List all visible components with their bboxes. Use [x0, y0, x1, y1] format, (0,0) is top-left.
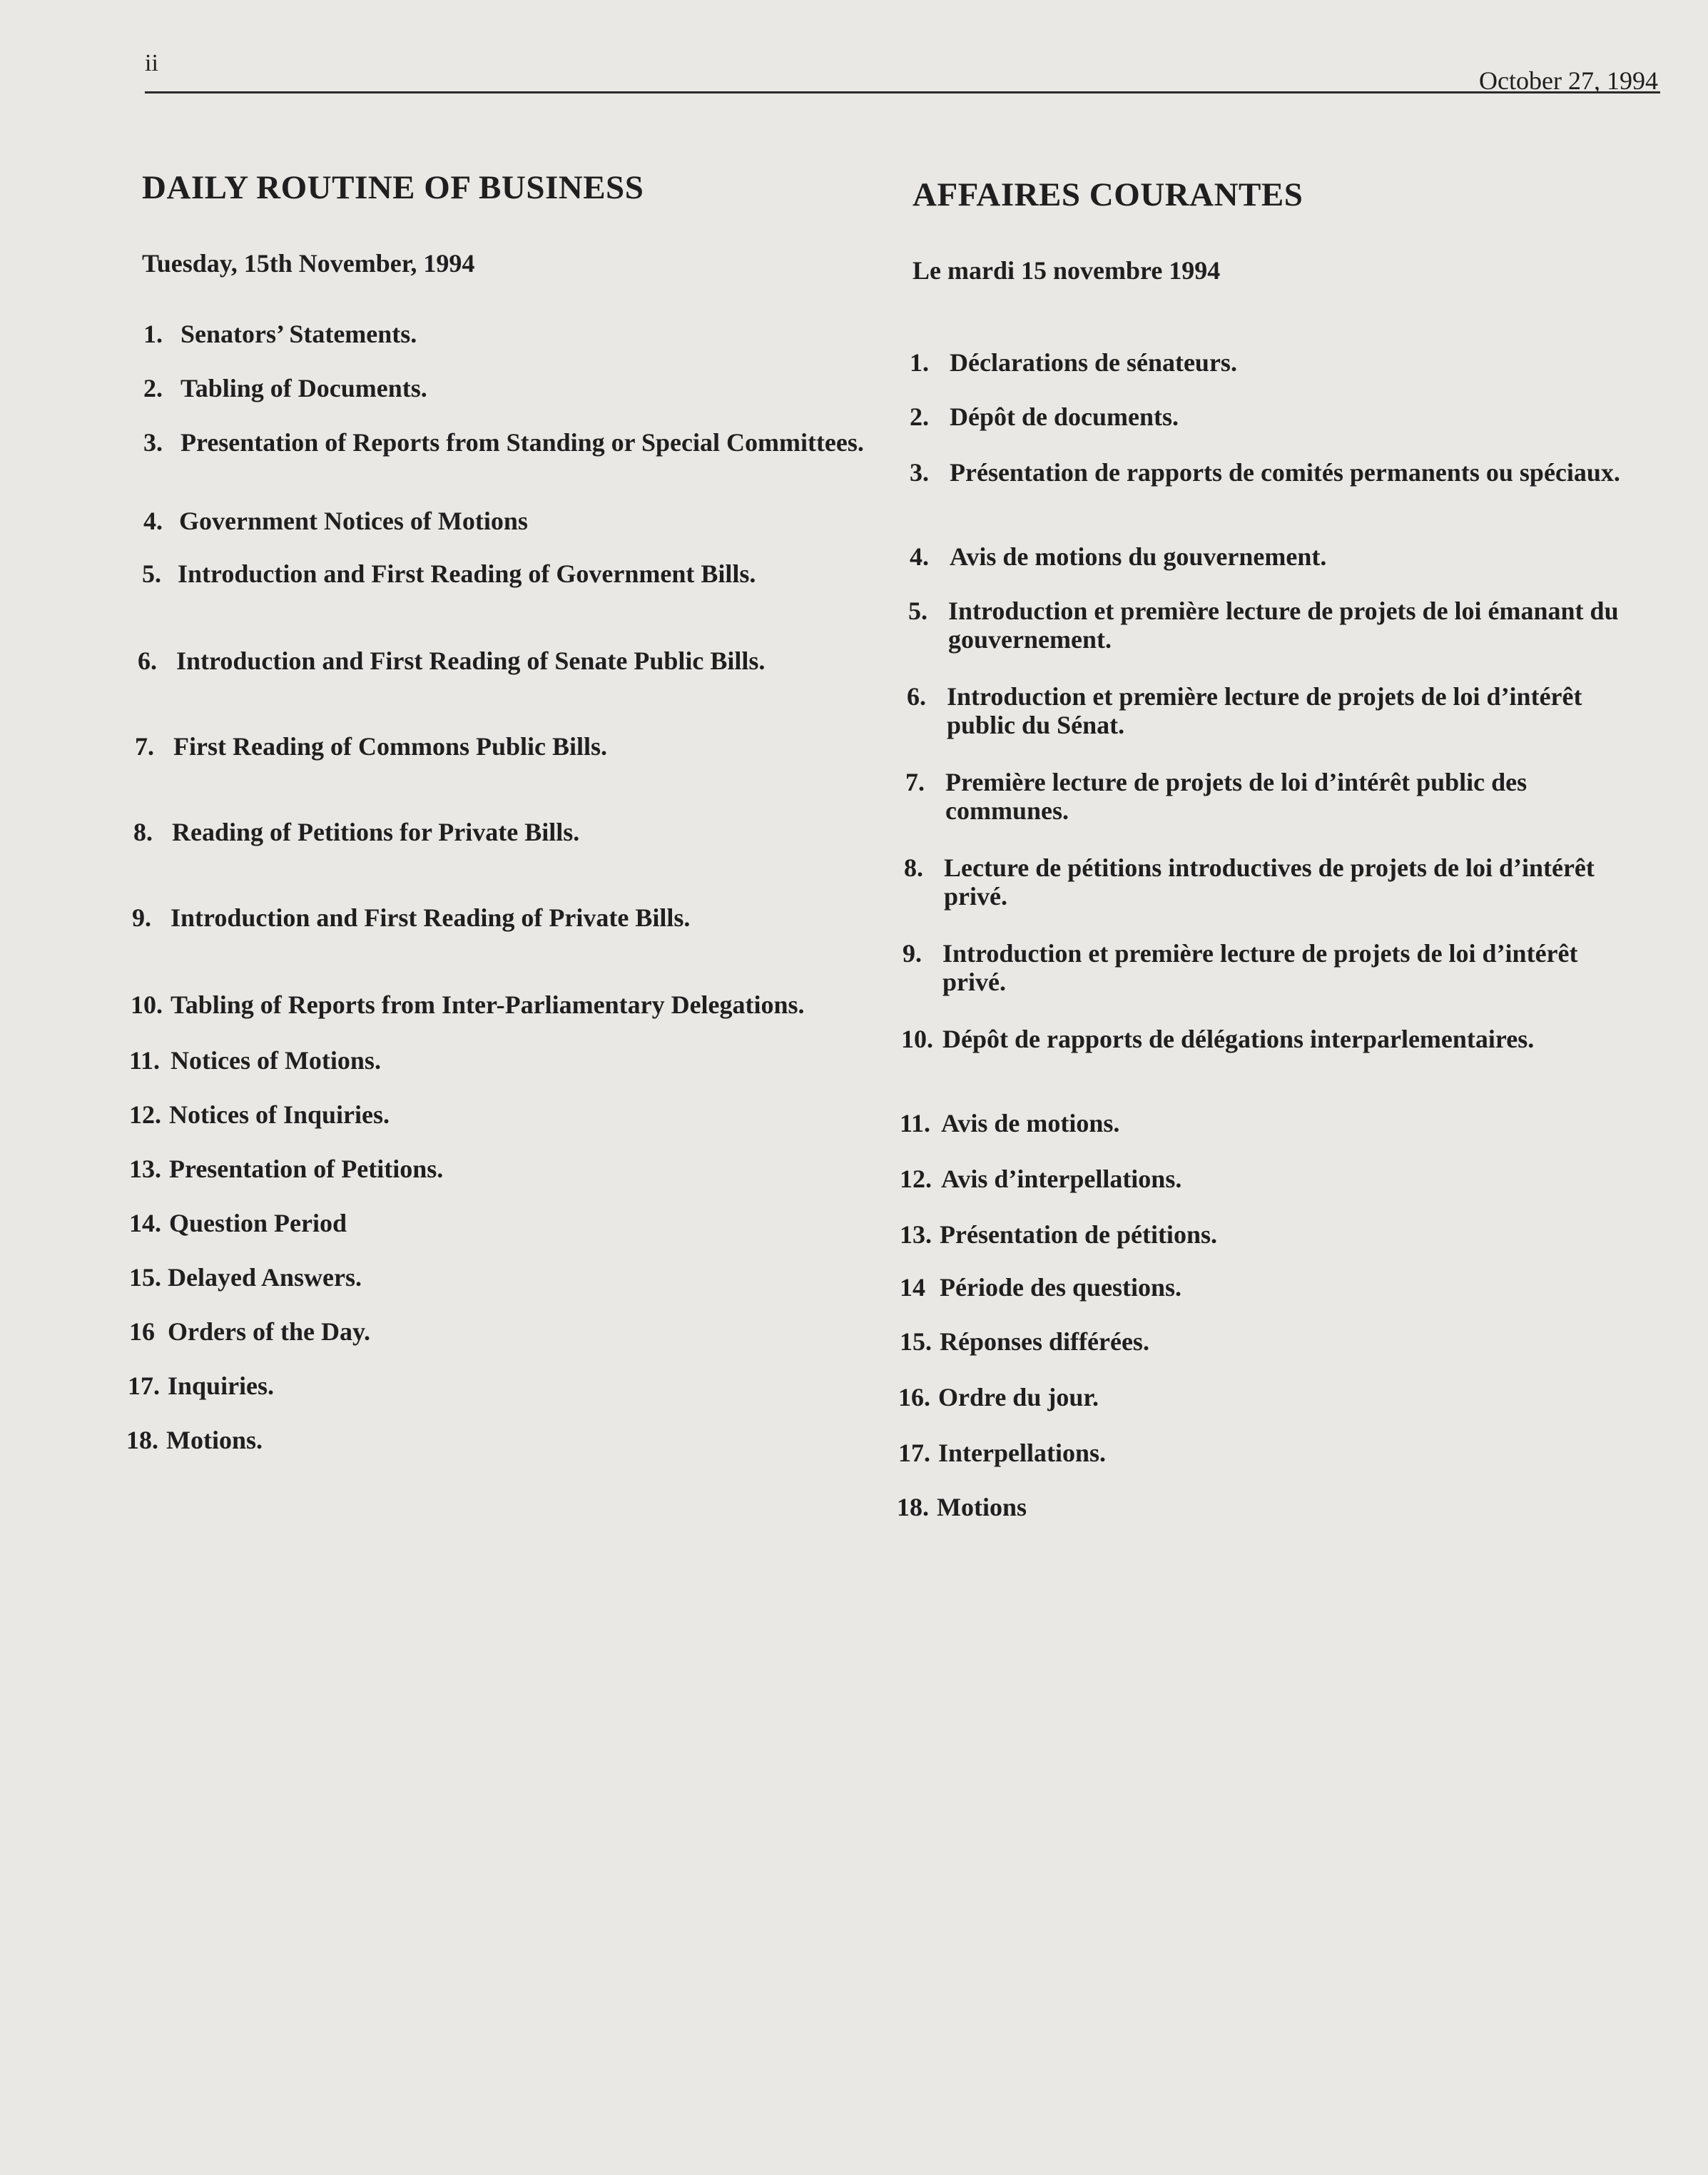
- item-number: 13.: [900, 1220, 932, 1249]
- item-number: 15.: [129, 1263, 161, 1292]
- list-item: [125, 1426, 881, 1454]
- section-date: Le mardi 15 novembre 1994: [913, 256, 1221, 285]
- item-text: Ordre du jour.: [938, 1383, 1099, 1411]
- item-number: 2.: [143, 374, 163, 402]
- item-text: Déclarations de sénateurs.: [950, 348, 1237, 377]
- list-item: [895, 1220, 1630, 1249]
- item-number: 5.: [142, 559, 161, 588]
- item-text: Introduction et première lecture de projets de loi d’intérêt public du Sénat.: [947, 682, 1582, 739]
- list-item: [895, 1493, 1630, 1521]
- item-number: 1.: [143, 320, 163, 348]
- item-number: 18.: [126, 1426, 158, 1454]
- item-text: Introduction and First Reading of Private Bills.: [171, 903, 691, 932]
- list-item: [125, 1263, 881, 1292]
- item-text: Presentation of Petitions.: [169, 1155, 444, 1183]
- item-text: Motions: [937, 1493, 1027, 1521]
- list-item: [125, 1155, 881, 1183]
- list-item: [895, 1109, 1630, 1137]
- item-text: Tabling of Documents.: [181, 374, 427, 402]
- item-text: First Reading of Commons Public Bills.: [173, 732, 608, 761]
- item-number: 8.: [904, 853, 923, 882]
- item-number: 12.: [129, 1100, 161, 1129]
- item-number: 13.: [129, 1155, 161, 1183]
- item-number: 2.: [910, 402, 929, 431]
- item-number: 7.: [135, 732, 154, 761]
- item-text: Reading of Petitions for Private Bills.: [172, 818, 580, 846]
- list-item: [895, 542, 1630, 571]
- item-text: Réponses différées.: [940, 1327, 1149, 1356]
- item-text: Introduction et première lecture de projets de loi d’intérêt privé.: [942, 939, 1578, 996]
- item-number: 5.: [908, 597, 927, 625]
- list-item: [125, 428, 881, 457]
- item-text: Introduction and First Reading of Senate Public Bills.: [176, 647, 766, 675]
- item-number: 10.: [131, 990, 163, 1019]
- item-text: Question Period: [169, 1209, 347, 1237]
- page-number: ii: [145, 50, 158, 76]
- item-text: Notices of Inquiries.: [169, 1100, 390, 1129]
- item-number: 7.: [905, 768, 925, 796]
- item-text: Tabling of Reports from Inter-Parliamentary Delegations.: [171, 990, 805, 1019]
- section-title: AFFAIRES COURANTES: [913, 176, 1303, 213]
- item-text: Présentation de pétitions.: [940, 1220, 1217, 1249]
- item-number: 12.: [900, 1165, 932, 1193]
- item-text: Inquiries.: [168, 1372, 275, 1400]
- item-text: Government Notices of Motions: [179, 507, 528, 535]
- list-item: [125, 732, 881, 761]
- header-date: October 27, 1994: [1479, 66, 1658, 95]
- item-number: 6.: [138, 647, 157, 675]
- item-number: 10.: [901, 1025, 933, 1053]
- item-list: [895, 348, 1630, 1536]
- list-item: [125, 1209, 881, 1237]
- list-item: [895, 768, 1630, 825]
- item-number: 4.: [143, 507, 163, 535]
- list-item: [895, 1025, 1630, 1053]
- item-text: Senators’ Statements.: [181, 320, 417, 348]
- item-text: Notices of Motions.: [171, 1046, 381, 1075]
- list-item: [895, 348, 1630, 377]
- item-list: [125, 320, 881, 1469]
- item-number: 17.: [898, 1439, 930, 1467]
- item-text: Avis de motions.: [941, 1109, 1120, 1137]
- item-text: Dépôt de rapports de délégations interparlementaires.: [942, 1025, 1535, 1053]
- list-item: [125, 559, 881, 588]
- item-number: 4.: [910, 542, 929, 571]
- list-item: [125, 1046, 881, 1075]
- list-item: [125, 818, 881, 846]
- list-item: [125, 374, 881, 402]
- french-column: [895, 176, 1630, 1536]
- list-item: [895, 853, 1630, 911]
- item-number: 14.: [129, 1209, 161, 1237]
- item-text: Presentation of Reports from Standing or Special Committees.: [181, 428, 864, 457]
- list-item: [895, 402, 1630, 431]
- list-item: [125, 903, 881, 932]
- item-number: 14: [900, 1273, 925, 1302]
- item-number: 18.: [897, 1493, 929, 1521]
- item-text: Présentation de rapports de comités permanents ou spéciaux.: [950, 458, 1620, 487]
- item-text: Introduction et première lecture de projets de loi émanant du gouvernement.: [948, 597, 1619, 654]
- item-text: Orders of the Day.: [168, 1317, 370, 1346]
- section-title: DAILY ROUTINE OF BUSINESS: [142, 169, 644, 206]
- item-text: Motions.: [166, 1426, 263, 1454]
- item-number: 8.: [133, 818, 153, 846]
- list-item: [895, 1383, 1630, 1411]
- item-number: 9.: [132, 903, 151, 932]
- header-rule: [145, 91, 1660, 93]
- list-item: [125, 320, 881, 348]
- list-item: [895, 939, 1630, 996]
- item-number: 9.: [903, 939, 922, 968]
- item-text: Lecture de pétitions introductives de projets de loi d’intérêt privé.: [944, 853, 1595, 911]
- item-number: 17.: [128, 1372, 160, 1400]
- list-item: [895, 1273, 1630, 1302]
- item-number: 16: [129, 1317, 155, 1346]
- list-item: [895, 1439, 1630, 1467]
- list-item: [125, 990, 881, 1019]
- item-number: 3.: [910, 458, 929, 487]
- item-number: 3.: [143, 428, 163, 457]
- list-item: [125, 1100, 881, 1129]
- section-date: Tuesday, 15th November, 1994: [142, 249, 475, 278]
- item-number: 11.: [129, 1046, 161, 1075]
- list-item: [895, 597, 1630, 654]
- list-item: [125, 1317, 881, 1346]
- item-text: Période des questions.: [940, 1273, 1182, 1302]
- item-text: Introduction and First Reading of Government Bills.: [178, 559, 756, 588]
- item-number: 6.: [907, 682, 926, 711]
- item-number: 15.: [900, 1327, 932, 1356]
- item-text: Avis de motions du gouvernement.: [950, 542, 1327, 571]
- list-item: [895, 1165, 1630, 1193]
- item-text: Interpellations.: [938, 1439, 1107, 1467]
- item-text: Dépôt de documents.: [950, 402, 1179, 431]
- item-text: Delayed Answers.: [168, 1263, 362, 1292]
- list-item: [895, 1327, 1630, 1356]
- list-item: [125, 507, 881, 535]
- list-item: [125, 647, 881, 675]
- english-column: [125, 168, 881, 1469]
- list-item: [125, 1372, 881, 1400]
- item-text: Première lecture de projets de loi d’intérêt public des communes.: [945, 768, 1527, 825]
- item-number: 11.: [900, 1109, 931, 1137]
- list-item: [895, 682, 1630, 739]
- item-text: Avis d’interpellations.: [941, 1165, 1182, 1193]
- list-item: [895, 458, 1630, 487]
- item-number: 1.: [910, 348, 929, 377]
- item-number: 16.: [898, 1383, 930, 1411]
